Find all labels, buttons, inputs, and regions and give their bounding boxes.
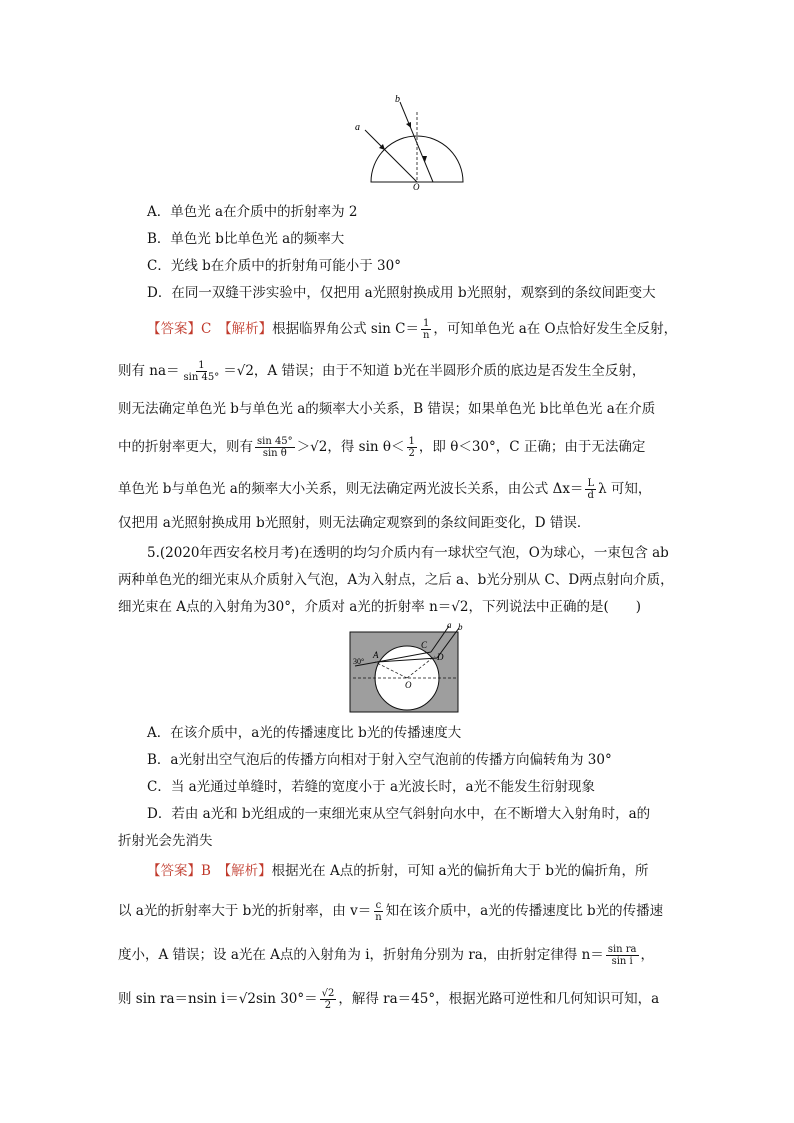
q4-option-b: B．单色光 b比单色光 a的频率大 [147, 231, 345, 247]
q4-answer-line-3: 则无法确定单色光 b与单色光 a的频率大小关系，B 错误；如果单色光 b比单色光 a在介质 [118, 401, 656, 417]
q5-option-a: A．在该介质中，a光的传播速度比 b光的传播速度大 [147, 725, 462, 741]
fig2-label-c: C [421, 640, 428, 650]
q4-a-l5a: 单色光 b与单色光 a的频率大小关系，则无法确定两光波长关系，由公式 Δx＝ [118, 481, 584, 497]
q5-answer-label: 【答案】B [147, 863, 211, 879]
q5-option-b: B．a光射出空气泡后的传播方向相对于射入空气泡前的传播方向偏转角为 30° [147, 752, 612, 768]
figure-bubble-diagram [345, 620, 465, 715]
q5-option-d: D．若由 a光和 b光组成的一束细光束从空气斜射向水中，在不断增大入射角时，a的 [147, 806, 651, 822]
q5-answer-line-4 [118, 988, 659, 1011]
q5-option-d-cont: 折射光会先消失 [118, 833, 213, 849]
fig2-label-o: O [405, 680, 412, 690]
q4-a-l1b: ，可知单色光 a在 O点恰好发生全反射， [433, 321, 678, 337]
q4-answer-line-4 [118, 436, 645, 459]
q5-a-frac1: $\frac{c}{n}$ [375, 900, 382, 923]
fig2-label-b: b [458, 622, 463, 632]
fig1-label-a: a [355, 122, 360, 133]
q5-stem-line-2: 两种单色光的细光束从介质射入气泡，A为入射点，之后 a、b光分别从 C、D两点射向介质， [118, 572, 674, 588]
q4-a-l4a: 中的折射率更大，则有 [118, 439, 253, 455]
q5-analysis-label: 【解析】 [224, 863, 272, 879]
q4-answer-label: 【答案】C [147, 321, 212, 337]
q4-answer-line-1 [147, 318, 677, 341]
fig2-label-a-point: A [373, 650, 379, 660]
fig2-label-a: a [447, 620, 452, 630]
q5-a-frac2: $\frac{\text{sin ra}}{\text{sin i}}$ [607, 944, 637, 967]
q4-a-l4b: ＞√2，得 sin θ＜ [296, 439, 405, 455]
q5-a-l1: 根据光在 A点的折射，可知 a光的偏折角大于 b光的偏折角，所 [271, 863, 649, 879]
fig1-label-b: b [395, 94, 400, 105]
figure-semicircle-diagram [345, 92, 475, 192]
q4-a-frac2: $\frac{1}{\sin 45^\circ}$ [183, 360, 220, 383]
fig2-label-d: D [437, 652, 444, 662]
q4-a-frac5: $\frac{L}{d}$ [587, 478, 595, 501]
q5-stem-line-3: 细光束在 A点的入射角为30°，介质对 a光的折射率 n＝√2，下列说法中正确的是( ) [118, 599, 642, 615]
q5-option-c: C．当 a光通过单缝时，若缝的宽度小于 a光波长时，a光不能发生衍射现象 [147, 779, 596, 795]
q4-a-l2b: ＝√2，A 错误；由于不知道 b光在半圆形介质的底边是否发生全反射， [223, 363, 646, 379]
q4-a-l2a: 则有 na＝ [118, 363, 180, 379]
q5-stem-line-1: 5.(2020年西安名校月考)在透明的均匀介质内有一球状空气泡，O为球心，一束包含 ab [147, 545, 669, 561]
q5-a-l4b: ，解得 ra＝45°，根据光路可逆性和几何知识可知，a [338, 991, 660, 1007]
q5-answer-line-3 [118, 944, 654, 967]
q4-answer-line-5 [118, 478, 651, 501]
q5-a-l3b: ， [640, 947, 655, 963]
q4-a-l5b: λ 可知， [598, 481, 652, 497]
q5-a-frac3: $\frac{√2}{2}$ [321, 988, 335, 1011]
q4-answer-line-2 [118, 360, 645, 383]
q5-a-l3a: 度小，A 错误；设 a光在 A点的入射角为 i，折射角分别为 ra，由折射定律得 n＝ [118, 947, 604, 963]
q4-option-a: A．单色光 a在介质中的折射率为 2 [147, 204, 358, 220]
q4-a-frac4: $\frac{1}{2}$ [408, 436, 415, 459]
q4-a-l1a: 根据临界角公式 sin C＝ [272, 321, 419, 337]
q4-answer-line-6: 仅把用 a光照射换成用 b光照射，则无法确定观察到的条纹间距变化，D 错误． [118, 515, 591, 531]
q5-answer-line-2 [118, 900, 663, 923]
q5-a-l4a: 则 sin ra＝nsin i＝√2sin 30°＝ [118, 991, 318, 1007]
q5-answer-line-1 [147, 862, 649, 880]
q5-a-l2b: 知在该介质中，a光的传播速度比 b光的传播速 [385, 903, 664, 919]
q5-a-l2a: 以 a光的折射率大于 b光的折射率，由 v＝ [118, 903, 372, 919]
q4-a-frac1: $\frac{1}{n}$ [422, 318, 430, 341]
q4-option-c: C．光线 b在介质中的折射角可能小于 30° [147, 258, 401, 274]
q4-a-frac3: $\frac{\sin 45^\circ}{\text{sin θ}}$ [257, 436, 293, 459]
q4-a-l4c: ，即 θ＜30°，C 正确；由于无法确定 [418, 439, 646, 455]
q4-analysis-label: 【解析】 [224, 321, 273, 337]
fig1-label-o: O [413, 182, 420, 192]
fig2-angle: 30° [353, 657, 365, 666]
q4-option-d: D．在同一双缝干涉实验中，仅把用 a光照射换成用 b光照射，观察到的条纹间距变大 [147, 285, 656, 301]
